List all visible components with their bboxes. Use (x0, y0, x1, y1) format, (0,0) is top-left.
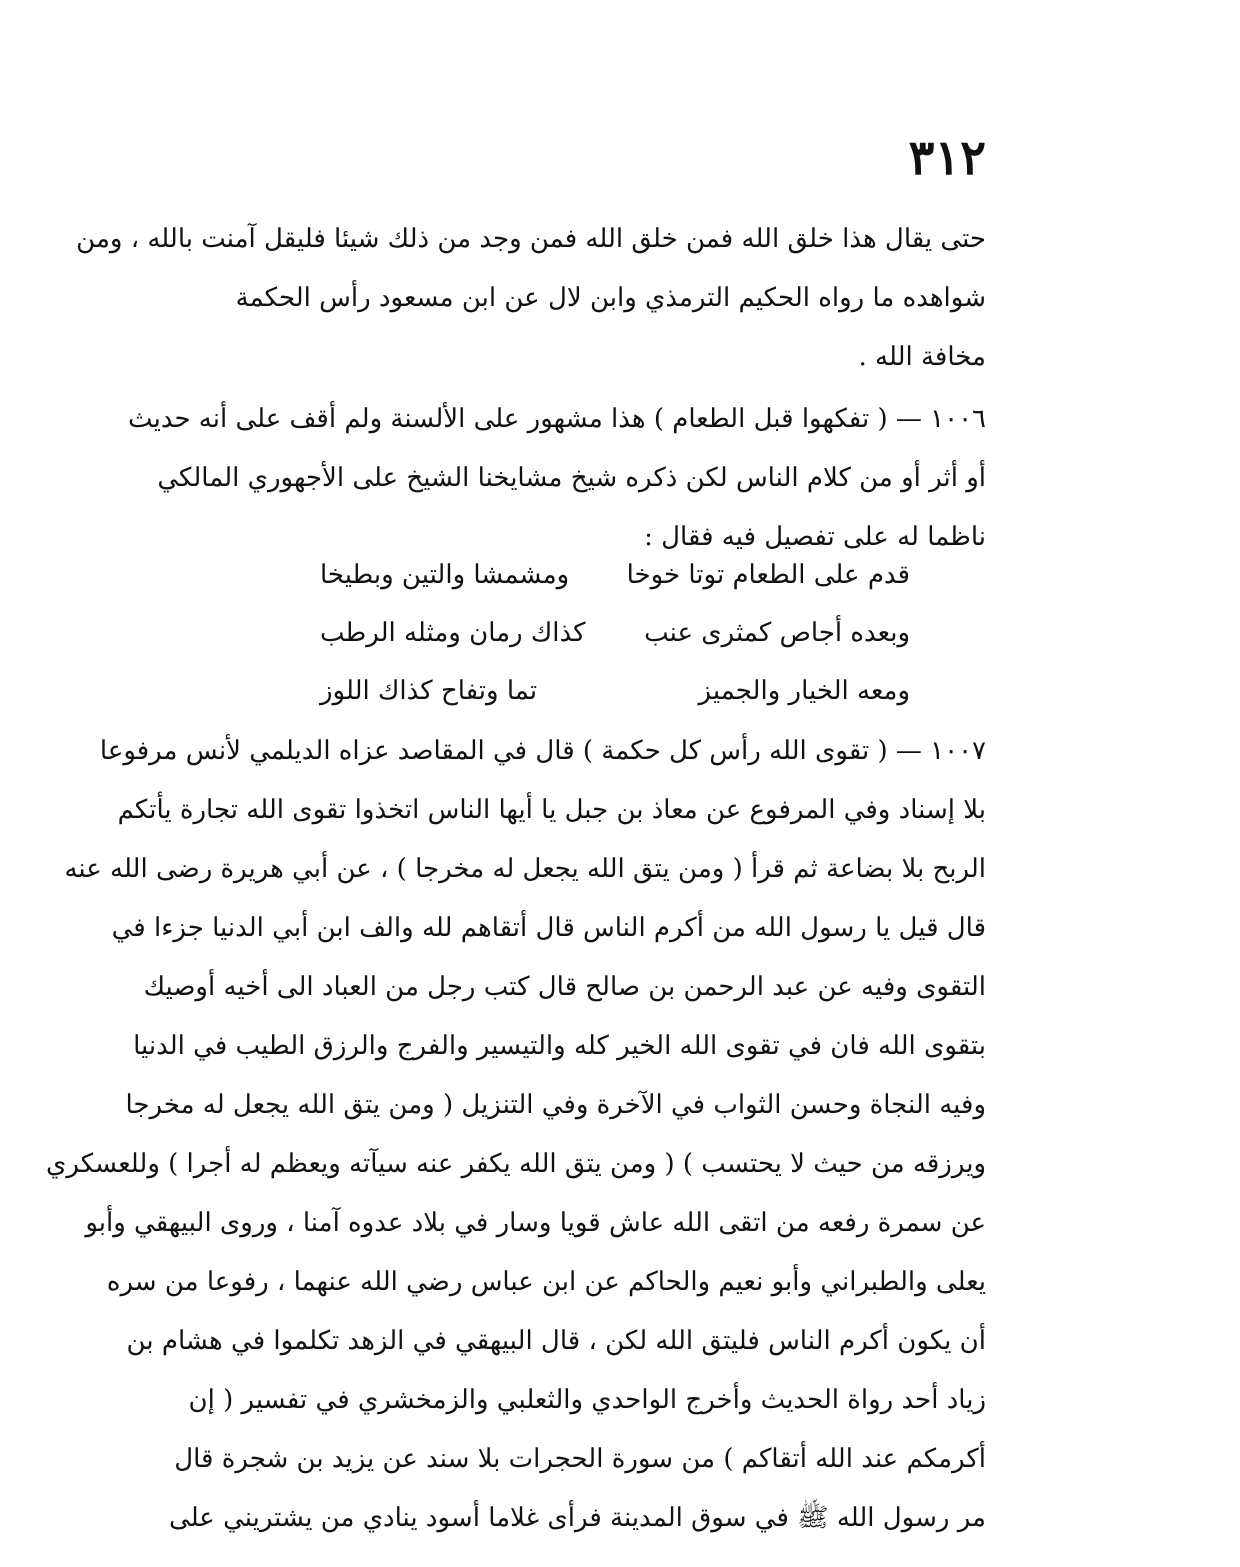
verse-first-half: ومعه الخيار والجميز (698, 676, 910, 706)
text-line: شواهده ما رواه الحكيم الترمذي وابن لال عن ابن مسعود رأس الحكمة (235, 283, 986, 313)
verse-second-half: كذاك رمان ومثله الرطب (320, 618, 586, 648)
text-line: زياد أحد رواة الحديث وأخرج الواحدي والثعلبي والزمخشري في تفسير ( إن (188, 1385, 986, 1415)
text-line: أو أثر أو من كلام الناس لكن ذكره شيخ مشايخنا الشيخ على الأجهوري المالكي (157, 463, 986, 493)
text-line: حتى يقال هذا خلق الله فمن خلق الله فمن وجد من ذلك شيئا فليقل آمنت بالله ، ومن (76, 224, 986, 254)
poem-verse (320, 604, 910, 662)
text-line: مر رسول الله ﷺ في سوق المدينة فرأى غلاما أسود ينادي من يشتريني على (169, 1503, 986, 1533)
text-line: أن يكون أكرم الناس فليتق الله لكن ، قال البيهقي في الزهد تكلموا في هشام بن (126, 1326, 986, 1356)
text-line: ناظما له على تفصيل فيه فقال : (644, 522, 986, 552)
text-line: ١٠٠٧ — ( تقوى الله رأس كل حكمة ) قال في المقاصد عزاه الديلمي لأنس مرفوعا (99, 736, 986, 766)
verse-second-half: ومشمشا والتين وبطيخا (320, 560, 570, 590)
text-line: يعلى والطبراني وأبو نعيم والحاكم عن ابن عباس رضي الله عنهما ، رفوعا من سره (106, 1267, 986, 1297)
verse-second-half: تما وتفاح كذاك اللوز (320, 676, 538, 706)
text-line: ١٠٠٦ — ( تفكهوا قبل الطعام ) هذا مشهور على الألسنة ولم أقف على أنه حديث (128, 404, 986, 434)
text-line: ويرزقه من حيث لا يحتسب ) ( ومن يتق الله يكفر عنه سيآته ويعظم له أجرا ) وللعسكري (46, 1149, 986, 1179)
text-line: عن سمرة رفعه من اتقى الله عاش قويا وسار في بلاد عدوه آمنا ، وروى البيهقي وأبو (85, 1208, 986, 1238)
poem-verse (320, 546, 910, 604)
verse-first-half: قدم على الطعام توتا خوخا (626, 560, 910, 590)
text-line: بتقوى الله فان في تقوى الله الخير كله والتيسير والفرج والرزق الطيب في الدنيا (133, 1031, 986, 1061)
paragraph-intro (76, 210, 986, 387)
entry-1007 (46, 722, 986, 1548)
entry-1006 (128, 390, 986, 567)
text-line: الربح بلا بضاعة ثم قرأ ( ومن يتق الله يجعل له مخرجا ) ، عن أبي هريرة رضى الله عنه (64, 854, 986, 884)
text-line: وفيه النجاة وحسن الثواب في الآخرة وفي التنزيل ( ومن يتق الله يجعل له مخرجا (125, 1090, 986, 1120)
verse-first-half: وبعده أجاص كمثرى عنب (644, 618, 910, 648)
text-line: أكرمكم عند الله أتقاكم ) من سورة الحجرات بلا سند عن يزيد بن شجرة قال (174, 1444, 986, 1474)
text-line: التقوى وفيه عن عبد الرحمن بن صالح قال كتب رجل من العباد الى أخيه أوصيك (143, 972, 986, 1002)
poem-verse (320, 662, 910, 720)
page-number: ٣١٢ (908, 130, 986, 186)
text-line: قال قيل يا رسول الله من أكرم الناس قال أتقاهم لله والف ابن أبي الدنيا جزءا في (111, 913, 986, 943)
text-line: مخافة الله . (858, 342, 986, 372)
text-line: بلا إسناد وفي المرفوع عن معاذ بن جبل يا أيها الناس اتخذوا تقوى الله تجارة يأتكم (117, 795, 986, 825)
poem (320, 546, 910, 720)
